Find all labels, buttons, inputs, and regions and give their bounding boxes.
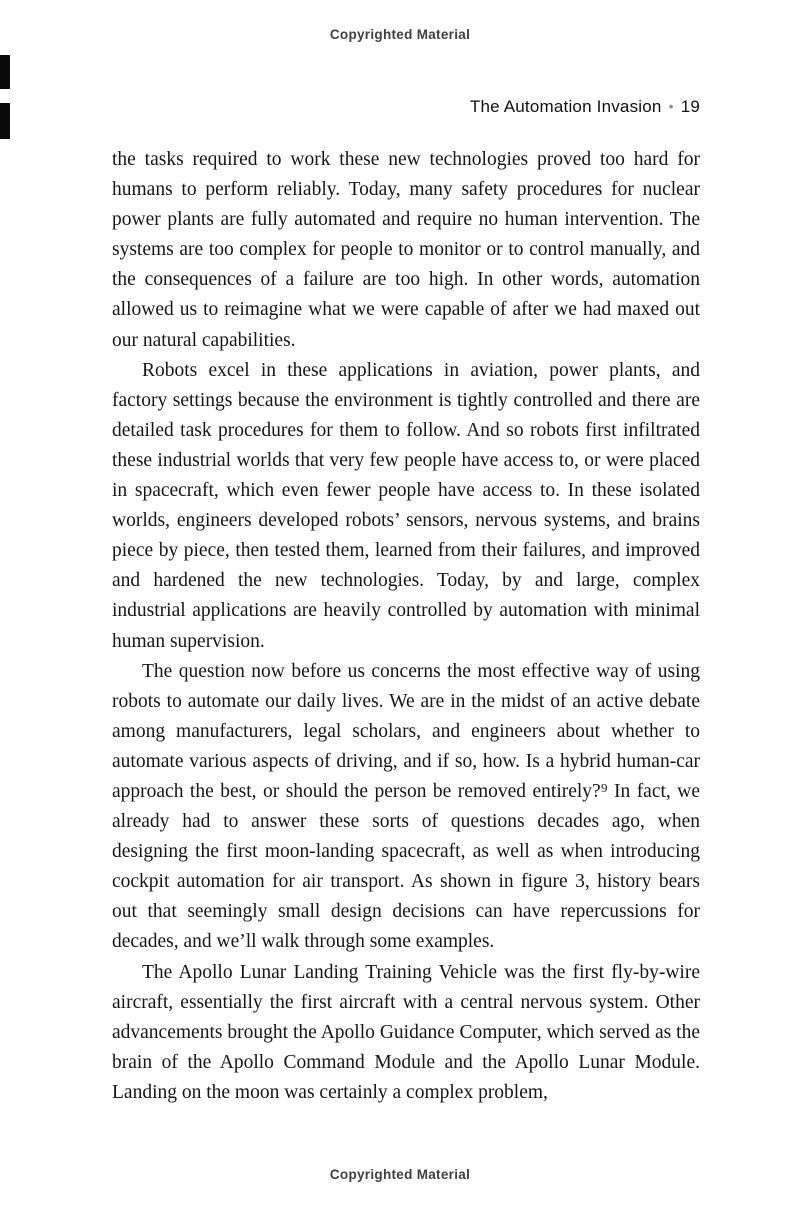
header-bullet-separator: •: [668, 98, 674, 114]
copyright-notice-bottom: Copyrighted Material: [329, 1167, 471, 1182]
body-text-block: [112, 145, 700, 1108]
scan-artifact-mark: [0, 103, 10, 139]
paragraph: the tasks required to work these new technologies proved too hard for humans to perform reliably. Today, many safety procedures for nuclear power plants are fully automated and require no human intervention. The systems are too complex for people to monitor or to control manually, and the consequences of a failure are too high. In other words, automation allowed us to reimagine what we were capable of after we had maxed out our natural capabilities.: [112, 149, 700, 351]
paragraph: The question now before us concerns the most effective way of using robots to automate our daily lives. We are in the midst of an active debate among manufacturers, legal scholars, and engineers about whether to automate various aspects of driving, and if so, how. Is a hybrid human-car approach the best, or should the person be removed entirely?⁹ In fact, we already had to answer these sorts of questions decades ago, when designing the first moon-landing spacecraft, as well as when introducing cockpit automation for air transport. As shown in figure 3, history bears out that seemingly small design decisions can have repercussions for decades, and we’ll walk through some examples.: [112, 660, 700, 953]
paragraph: Robots excel in these applications in aviation, power plants, and factory settings because the environment is tightly controlled and there are detailed task procedures for them to follow. And so robots first infiltrated these industrial worlds that very few people have access to, or were placed in spacecraft, which even fewer people have access to. In these isolated worlds, engineers developed robots’ sensors, nervous systems, and brains piece by piece, then tested them, learned from their failures, and improved and hardened the new technologies. Today, by and large, complex industrial applications are heavily controlled by automation with minimal human supervision.: [112, 359, 700, 652]
running-header: [112, 97, 700, 117]
copyright-notice-top: Copyrighted Material: [329, 27, 471, 42]
paragraph: The Apollo Lunar Landing Training Vehicle was the first fly-by-wire aircraft, essentially the first aircraft with a central nervous system. Other advancements brought the Apollo Guidance Computer, which served as the brain of the Apollo Command Module and the Apollo Lunar Module. Landing on the moon was certainly a complex problem,: [112, 961, 700, 1103]
chapter-title: The Automation Invasion: [469, 97, 662, 116]
scan-artifact-mark: [0, 55, 10, 89]
page-number: 19: [680, 97, 700, 116]
